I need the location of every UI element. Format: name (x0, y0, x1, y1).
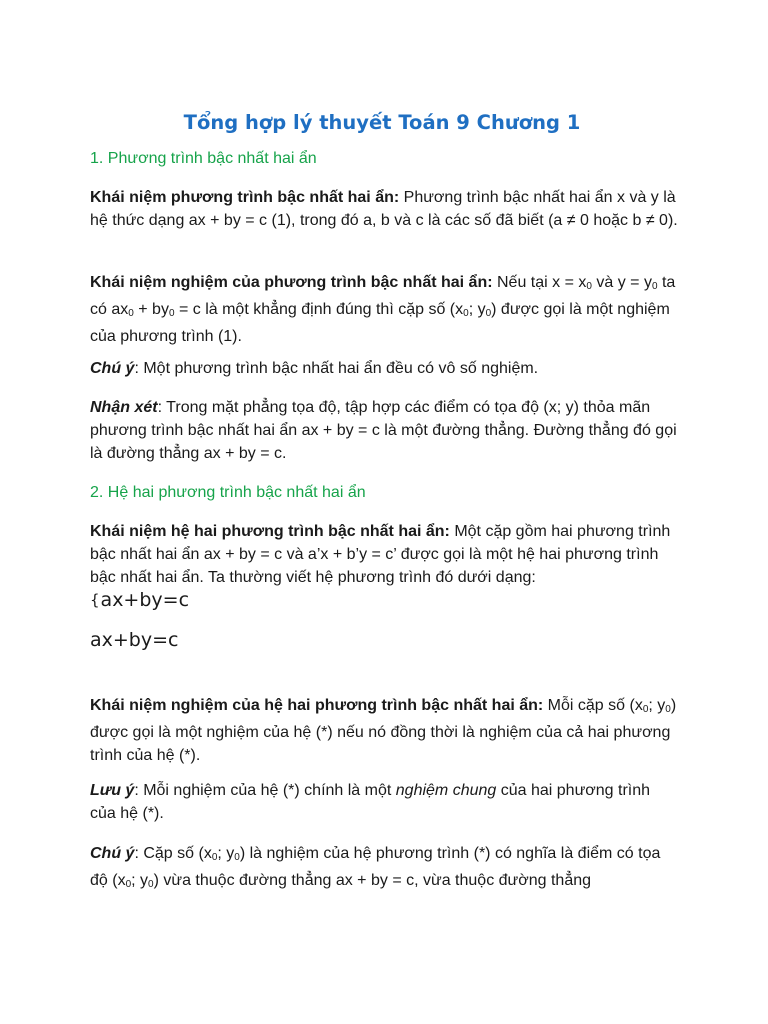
paragraph-caution (90, 779, 678, 825)
term-label: Nhận xét (90, 399, 158, 416)
text-part: ) được gọi là một nghiệm của hệ (*) nếu nó đồng thời là nghiệm của cả hai phương trình của hệ (*). (90, 697, 677, 764)
text-part: = c là một khẳng định đúng thì cặp số (x (174, 301, 464, 318)
term-label: Khái niệm nghiệm của phương trình bậc nhất hai ẩn: (90, 274, 493, 291)
page-title: Tổng hợp lý thuyết Toán 9 Chương 1 (183, 111, 581, 134)
text-part: ) là nghiệm của hệ phương trình (*) có nghĩa là điểm có tọa độ (x (90, 845, 661, 889)
text-part: ; y (217, 845, 235, 862)
paragraph-remark (90, 396, 678, 465)
subscript: 0 (665, 704, 671, 715)
paragraph-definition-solution (90, 271, 678, 348)
paragraph-note-2 (90, 842, 678, 896)
text-part: ) được gọi là một nghiệm của phương trình (1). (90, 301, 670, 345)
text-part: : Mỗi nghiệm của hệ (*) chính là một (134, 782, 396, 799)
text-part: ) vừa thuộc đường thẳng ax + by = c, vừa thuộc đường thẳng (153, 872, 592, 889)
text-part: ; y (131, 872, 149, 889)
paragraph-text: Một cặp gồm hai phương trình bậc nhất hai ẩn ax + by = c và a’x + b’y = c’ được gọi là một hệ hai phương trình bậc nhất hai ẩn. Ta thường viết hệ phương trình đó dưới dạng: (90, 523, 671, 586)
term-label: Khái niệm hệ hai phương trình bậc nhất hai ẩn: (90, 523, 450, 540)
section-heading-2: 2. Hệ hai phương trình bậc nhất hai ẩn (90, 484, 366, 501)
paragraph-definition-system (90, 520, 678, 589)
text-part: ta có ax (90, 274, 676, 318)
text-part: và y = y (591, 274, 652, 291)
paragraph-note (90, 357, 678, 380)
term-label: Khái niệm phương trình bậc nhất hai ẩn: (90, 189, 400, 206)
subscript: 0 (128, 308, 134, 319)
subscript: 0 (463, 308, 469, 319)
term-label: Chú ý (90, 360, 135, 377)
subscript: 0 (148, 879, 154, 890)
subscript: 0 (168, 308, 175, 319)
paragraph-text: : Một phương trình bậc nhất hai ẩn đều có vô số nghiệm. (134, 360, 539, 377)
equation-line-2: ax+by=c (90, 629, 179, 651)
equation-line-1 (90, 589, 189, 611)
equation-text: ax+by=c (100, 589, 190, 611)
term-label: Chú ý (90, 845, 135, 862)
text-part: Nếu tại x = x (492, 274, 587, 291)
subscript: 0 (211, 852, 218, 863)
text-part: : Cặp số (x (134, 845, 212, 862)
paragraph-definition-system-solution (90, 694, 678, 767)
paragraph-text: Phương trình bậc nhất hai ẩn x và y là hệ thức dạng ax + by = c (1), trong đó a, b và c là các số đã biết (a ≠ 0 hoặc b ≠ 0). (90, 189, 678, 229)
text-part: của hai phương trình của hệ (*). (90, 782, 651, 822)
text-part: + by (133, 301, 169, 318)
paragraph-definition-equation (90, 186, 678, 232)
emphasis-text: nghiệm chung (395, 782, 497, 799)
text-part: ; y (468, 301, 486, 318)
subscript: 0 (651, 281, 658, 292)
paragraph-text: : Trong mặt phẳng tọa độ, tập hợp các điểm có tọa độ (x; y) thỏa mãn phương trình bậc nhất hai ẩn ax + by = c là một đường thẳng. Đường thẳng đó gọi là đường thẳng ax + by = c. (90, 399, 677, 462)
subscript: 0 (485, 308, 492, 319)
term-label: Lưu ý (90, 782, 135, 799)
text-part: ; y (648, 697, 666, 714)
brace-symbol: { (90, 591, 100, 609)
subscript: 0 (125, 879, 132, 890)
term-label: Khái niệm nghiệm của hệ hai phương trình bậc nhất hai ẩn: (90, 697, 544, 714)
subscript: 0 (234, 852, 240, 863)
subscript: 0 (586, 281, 592, 292)
section-heading-1: 1. Phương trình bậc nhất hai ẩn (90, 150, 317, 167)
subscript: 0 (642, 704, 649, 715)
text-part: Mỗi cặp số (x (543, 697, 643, 714)
